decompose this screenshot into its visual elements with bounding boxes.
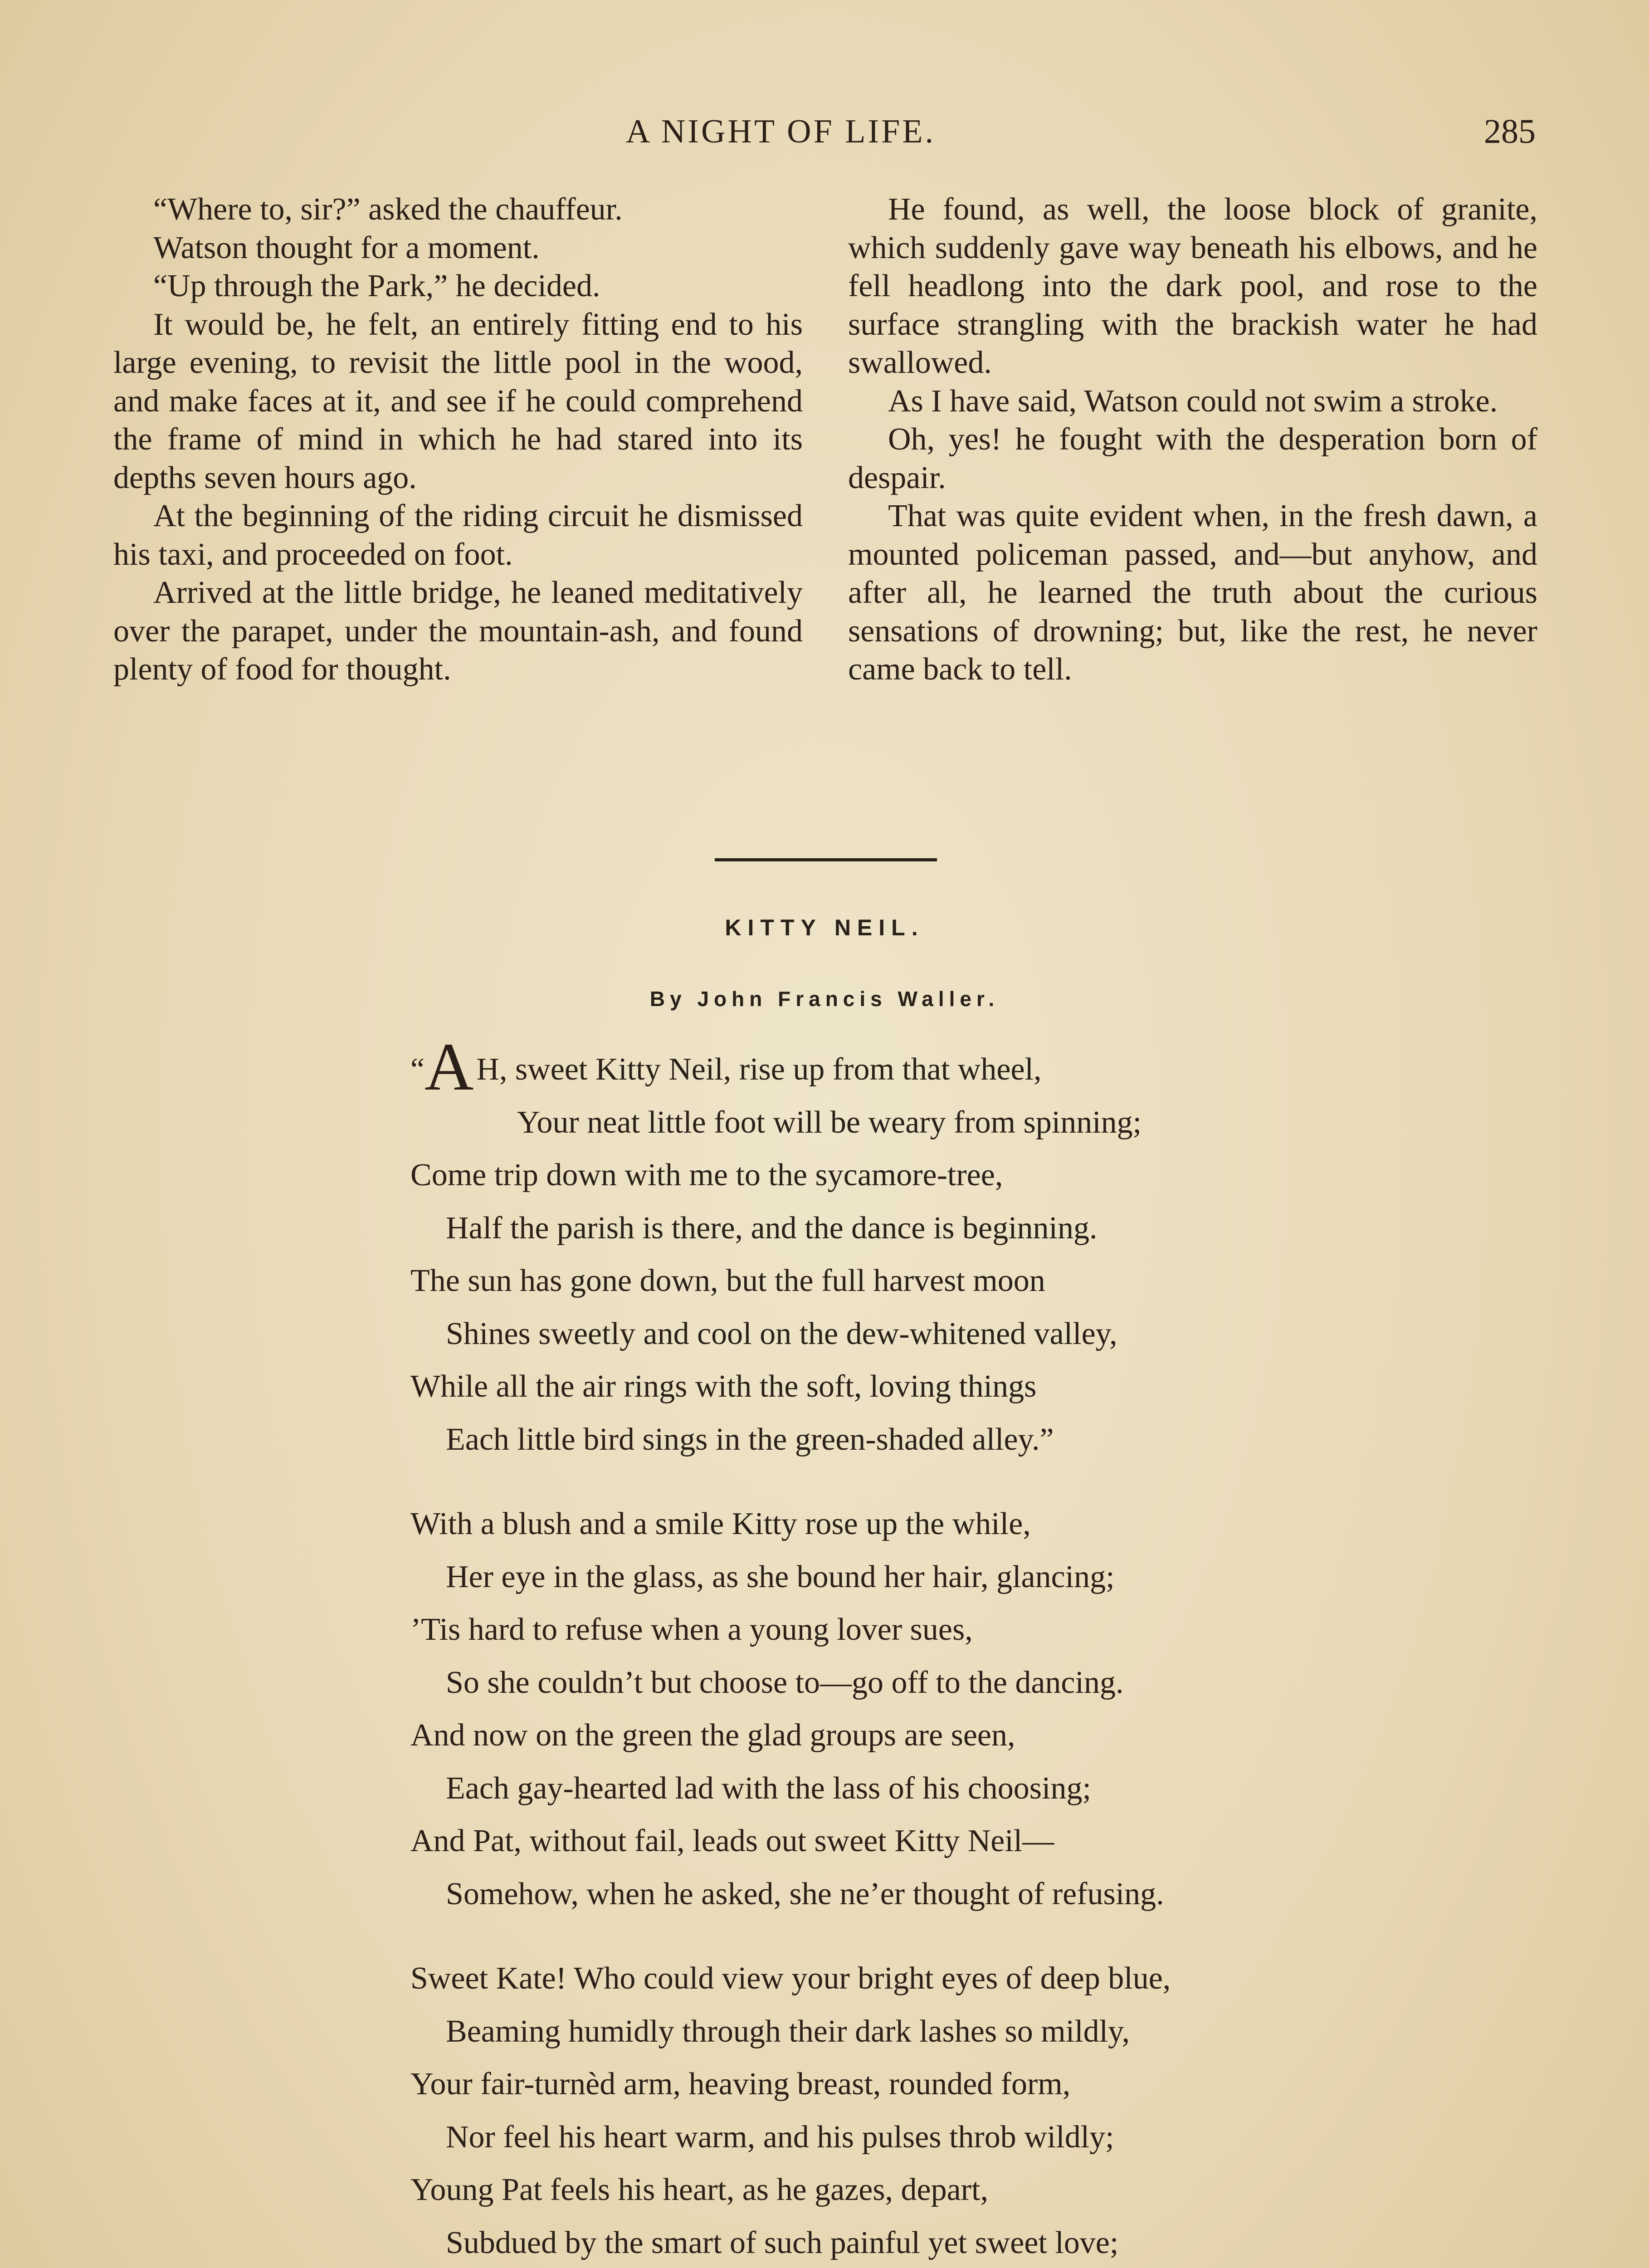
verse-line: Her eye in the glass, as she bound her hair, glancing; bbox=[446, 1559, 1115, 1594]
poem-title: KITTY NEIL. bbox=[725, 915, 924, 940]
drop-cap: A bbox=[424, 1029, 474, 1105]
page-number: 285 bbox=[1484, 112, 1536, 151]
verse-line: Half the parish is there, and the dance is beginning. bbox=[446, 1210, 1098, 1246]
verse-line: Each gay-hearted lad with the lass of his choosing; bbox=[446, 1770, 1091, 1806]
verse-line: ’Tis hard to refuse when a young lover sues, bbox=[410, 1612, 973, 1647]
verse-line: Your fair-turnèd arm, heaving breast, rounded form, bbox=[410, 2067, 1071, 2102]
verse-line: Your neat little foot will be weary from spinning; bbox=[517, 1105, 1142, 1140]
left-column bbox=[113, 191, 803, 689]
verse-line: And Pat, without fail, leads out sweet Kitty Neil— bbox=[410, 1823, 1054, 1858]
stanza-1 bbox=[410, 1029, 1499, 1466]
verse-line: Beaming humidly through their dark lashes so mildly, bbox=[446, 2014, 1130, 2049]
first-line-text: H, sweet Kitty Neil, rise up from that wheel, bbox=[476, 1052, 1042, 1087]
opening-quote: “ bbox=[410, 1052, 425, 1087]
stanza-2 bbox=[410, 1498, 1499, 1921]
paragraph: As I have said, Watson could not swim a stroke. bbox=[888, 383, 1498, 419]
verse-line: Sweet Kate! Who could view your bright eyes of deep blue, bbox=[410, 1961, 1171, 1996]
verse-line: So she couldn’t but choose to—go off to the dancing. bbox=[446, 1665, 1124, 1700]
story-columns bbox=[113, 191, 1536, 816]
running-head-title: A NIGHT OF LIFE. bbox=[626, 113, 936, 150]
paragraph: Watson thought for a moment. bbox=[153, 230, 540, 265]
verse-line: Come trip down with me to the sycamore-tree, bbox=[410, 1158, 1003, 1193]
verse-line: While all the air rings with the soft, loving things bbox=[410, 1369, 1037, 1404]
verse-line: Subdued by the smart of such painful yet sweet love; bbox=[446, 2225, 1119, 2260]
verse-line bbox=[410, 1029, 1499, 1105]
paragraph: It would be, he felt, an entirely fitting end to his large evening, to revisit the little pool in the wood, and make faces at it, and see if he could comprehend the frame of mind in which he had stared into its depths seven hours ago. bbox=[113, 307, 803, 495]
verse-line: Young Pat feels his heart, as he gazes, depart, bbox=[410, 2172, 988, 2207]
verse-line: Somehow, when he asked, she ne’er thought of refusing. bbox=[446, 1876, 1164, 1911]
right-column bbox=[848, 191, 1537, 689]
poem-body bbox=[410, 1029, 1499, 2268]
stanza-3 bbox=[410, 1952, 1499, 2268]
verse-line: And now on the green the glad groups are seen, bbox=[410, 1718, 1015, 1753]
paragraph: Oh, yes! he fought with the desperation born of despair. bbox=[848, 422, 1537, 495]
poem-byline: By John Francis Waller. bbox=[649, 987, 1000, 1011]
verse-line: With a blush and a smile Kitty rose up the while, bbox=[410, 1506, 1031, 1541]
paragraph: He found, as well, the loose block of granite, which suddenly gave way beneath his elbows, and he fell headlong into the dark pool, and rose to the surface strangling with the brackish water he had swallowed. bbox=[848, 192, 1537, 380]
verse-line: Nor feel his heart warm, and his pulses throb wildly; bbox=[446, 2119, 1114, 2155]
verse-line: The sun has gone down, but the full harvest moon bbox=[410, 1263, 1045, 1298]
paragraph: At the beginning of the riding circuit he dismissed his taxi, and proceeded on foot. bbox=[113, 499, 803, 572]
paragraph: “Where to, sir?” asked the chauffeur. bbox=[153, 192, 623, 227]
verse-line: Shines sweetly and cool on the dew-whitened valley, bbox=[446, 1316, 1117, 1351]
verse-line: Each little bird sings in the green-shaded alley.” bbox=[446, 1422, 1054, 1457]
section-divider bbox=[715, 858, 937, 861]
paragraph: “Up through the Park,” he decided. bbox=[153, 269, 600, 303]
paragraph: That was quite evident when, in the fresh dawn, a mounted policeman passed, and—but anyhow, and after all, he learned the truth about the curious sensations of drowning; but, like the rest, he never came back to tell. bbox=[848, 499, 1537, 687]
paragraph: Arrived at the little bridge, he leaned meditatively over the parapet, under the mountain-ash, and found plenty of food for thought. bbox=[113, 575, 803, 687]
running-head bbox=[0, 104, 1649, 159]
